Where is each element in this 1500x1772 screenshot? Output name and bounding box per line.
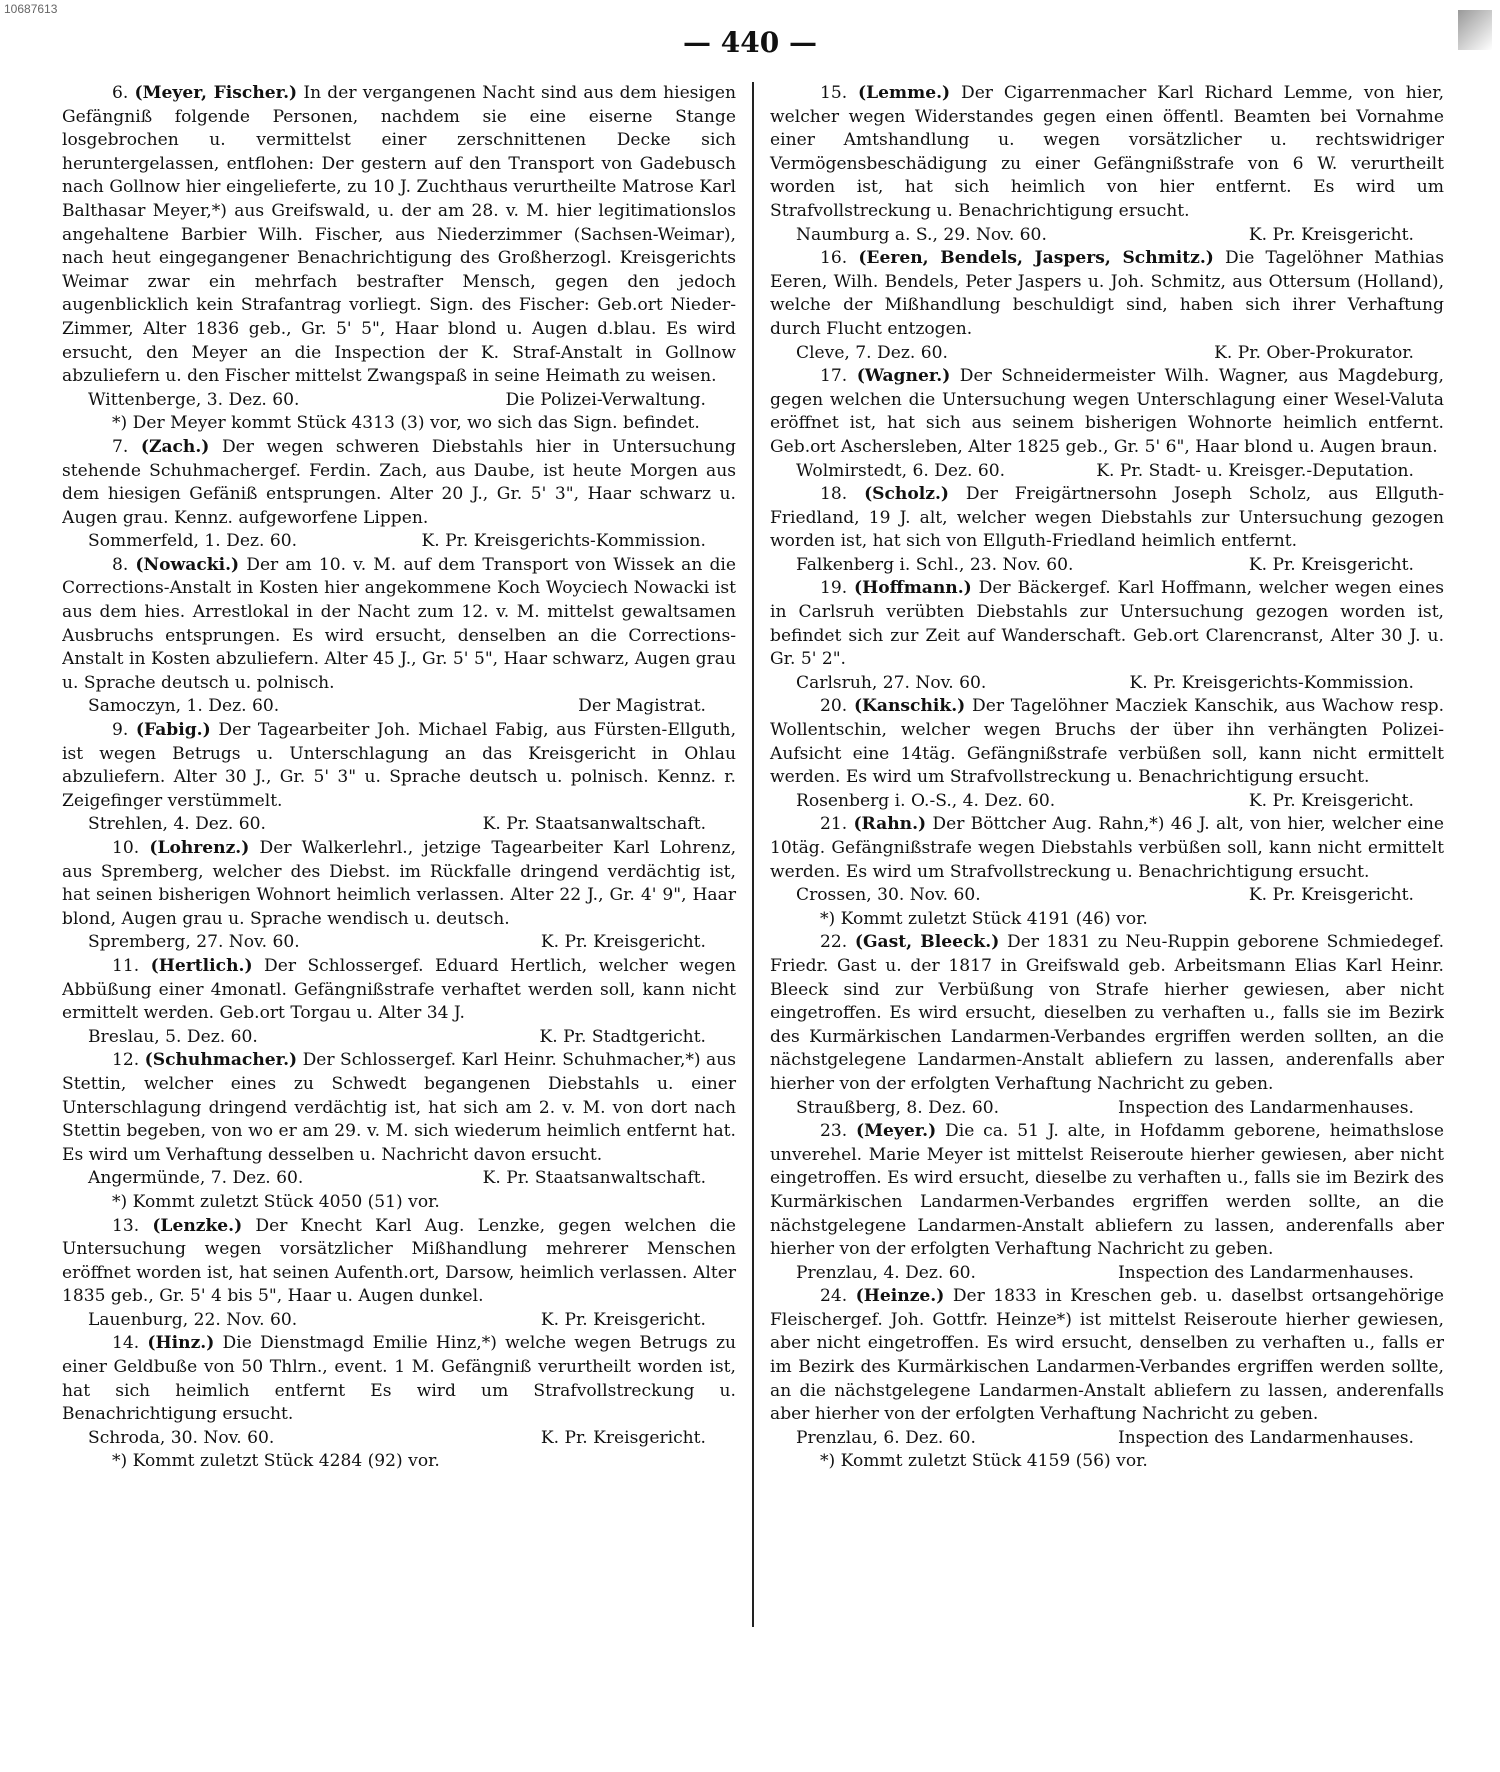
notice-signature xyxy=(62,530,736,554)
notice-body xyxy=(62,955,736,1026)
notice-signature xyxy=(770,884,1444,908)
notice-body xyxy=(770,1285,1444,1427)
notice-text: Der Walkerlehrl., jetzige Tagearbeiter Karl Lohrenz, aus Spremberg, welcher des Diebst. im Rückfalle dringend verdächtig ist, hat seinen bisherigen Wohnort heimlich verlassen. Alter 22 J., Gr. 4' 9", Haar blond, Augen grau u. Sprache wendisch u. deutsch. xyxy=(62,838,736,929)
notice-name: (Lemme.) xyxy=(858,83,951,103)
notice-entry xyxy=(770,1120,1444,1285)
notice-signature xyxy=(770,790,1444,814)
signature-place-date: Carlsruh, 27. Nov. 60. xyxy=(796,672,987,693)
notice-text: Der Schlossergef. Eduard Hertlich, welcher wegen Abbüßung einer 4monatl. Gefängnißstrafe verhaftet werden soll, kann nicht ermittelt werden. Geb.ort Torgau u. Alter 34 J. xyxy=(62,955,737,1024)
notice-name: (Hertlich.) xyxy=(150,955,253,976)
notice-number: 13. xyxy=(112,1215,140,1236)
notice-body xyxy=(62,837,736,931)
notice-number: 17. xyxy=(820,366,848,387)
signature-place-date: Schroda, 30. Nov. 60. xyxy=(88,1427,275,1448)
footnote: *) Kommt zuletzt Stück 4050 (51) vor. xyxy=(112,1191,440,1212)
notice-text: Der Freigärtnersohn Joseph Scholz, aus Ellguth-Friedland, 19 J. alt, welcher wegen Diebstahls zur Untersuchung gezogen worden ist, hat sich von Ellguth-Friedland heimlich entfernt. xyxy=(770,484,1444,552)
notice-body xyxy=(770,365,1444,459)
signature-place-date: Wittenberge, 3. Dez. 60. xyxy=(88,389,300,410)
notice-signature xyxy=(770,1427,1444,1451)
notice-text: Der 1831 zu Neu-Ruppin geborene Schmiedegef. Friedr. Gast u. der 1817 in Greifswald geb. Arbeitsmann Elias Karl Heinr. Bleeck sind zur Verbüßung von Strafe hierher gewiesen, aber nicht eingetroffen. Es wird ersucht, dieselben zu verhaften u., falls sie im Bezirk des Kurmärkischen Landarmen-Verbandes ergriffen werden sollten, an die nächstgelegene Landarmen-Anstalt abliefern zu lassen, anderenfalls aber hierher von der erfolgten Verhaftung Nachricht zu geben. xyxy=(770,932,1444,1094)
notice-signature xyxy=(770,554,1444,578)
notice-signature xyxy=(62,931,736,955)
notice-signature xyxy=(62,695,736,719)
notice-number: 10. xyxy=(112,838,140,858)
notice-name: (Lohrenz.) xyxy=(149,838,250,858)
notice-text: Der Schlossergef. Karl Heinr. Schuhmacher,*) aus Stettin, welcher eines zu Schwedt begangenen Diebstahls u. einer Unterschlagung dringend verdächtig ist, hat sich am 2. v. M. von dort nach Stettin begeben, von wo er am 29. v. M. sich wiederum heimlich entfernt hat. Es wird um Verhaftung desselben u. Nachricht davon ersucht. xyxy=(62,1050,737,1165)
columns xyxy=(62,82,1448,1742)
notice-entry xyxy=(770,931,1444,1120)
page-corner-mark xyxy=(1458,10,1492,50)
notice-body xyxy=(62,82,736,389)
notice-number: 24. xyxy=(820,1286,848,1307)
notice-signature xyxy=(770,460,1444,484)
notice-body xyxy=(770,931,1444,1096)
signature-authority: K. Pr. Kreisgerichts-Kommission. xyxy=(421,531,706,552)
signature-place-date: Straußberg, 8. Dez. 60. xyxy=(796,1097,1000,1118)
signature-authority: K. Pr. Stadtgericht. xyxy=(539,1026,706,1047)
signature-authority: K. Pr. Kreisgericht. xyxy=(540,932,706,953)
notice-body xyxy=(770,577,1444,671)
notice-number: 16. xyxy=(820,248,848,269)
notice-name: (Nowacki.) xyxy=(135,554,240,575)
notice-text: Der Cigarrenmacher Karl Richard Lemme, von hier, welcher wegen Widerstandes gegen einen öffentl. Beamten bei Vornahme einer Amtshandlung u. wegen vorsätzlicher u. rechtswidriger Vermögensbeschädigung zu einer Gefängnißstrafe von 6 W. verurtheilt worden ist, hat sich heimlich von hier entfernt. Es wird um Strafvollstreckung u. Benachrichtigung ersucht. xyxy=(770,83,1444,221)
notice-number: 23. xyxy=(820,1121,848,1142)
signature-authority: K. Pr. Kreisgericht. xyxy=(1248,885,1414,906)
signature-place-date: Naumburg a. S., 29. Nov. 60. xyxy=(796,224,1047,245)
notice-entry xyxy=(770,365,1444,483)
signature-place-date: Cleve, 7. Dez. 60. xyxy=(796,342,948,363)
notice-entry xyxy=(62,82,736,436)
notice-number: 6. xyxy=(112,83,129,103)
signature-authority: Inspection des Landarmenhauses. xyxy=(1118,1097,1414,1118)
notice-number: 21. xyxy=(820,814,848,835)
notice-text: Der Knecht Karl Aug. Lenzke, gegen welchen die Untersuchung wegen vorsätzlicher Mißhandlung mehrerer Menschen eröffnet worden ist, hat seinen Aufenth.ort, Darsow, heimlich verlassen. Alter 1835 geb., Gr. 5' 4 bis 5", Haar u. Augen dunkel. xyxy=(62,1215,737,1307)
notice-name: (Wagner.) xyxy=(856,366,951,387)
notice-text: Die Dienstmagd Emilie Hinz,*) welche wegen Betrugs zu einer Geldbuße von 50 Thlrn., event. 1 M. Gefängniß verurtheilt worden ist, hat sich heimlich entfernt Es wird um Strafvollstreckung u. Benachrichtigung ersucht. xyxy=(62,1333,736,1425)
notice-name: (Zach.) xyxy=(140,436,210,457)
notice-name: (Meyer.) xyxy=(856,1121,937,1142)
notice-name: (Lenzke.) xyxy=(152,1215,243,1236)
notice-text: Der Bäckergef. Karl Hoffmann, welcher wegen eines in Carlsruh verübten Diebstahls zur Untersuchung gezogen worden ist, befindet sich zur Zeit auf Wanderschaft. Geb.ort Clarencranst, Alter 30 J. u. Gr. 5' 2". xyxy=(770,578,1444,670)
signature-authority: Die Polizei-Verwaltung. xyxy=(505,389,706,410)
notice-number: 20. xyxy=(820,696,848,717)
notice-entry xyxy=(62,1215,736,1333)
signature-place-date: Crossen, 30. Nov. 60. xyxy=(796,885,981,906)
left-column xyxy=(62,82,752,1742)
page-number: — 440 — xyxy=(683,26,817,59)
signature-authority: Der Magistrat. xyxy=(578,696,706,717)
signature-place-date: Falkenberg i. Schl., 23. Nov. 60. xyxy=(796,554,1074,575)
signature-authority: Inspection des Landarmenhauses. xyxy=(1118,1427,1414,1448)
notice-name: (Scholz.) xyxy=(864,484,950,505)
notice-text: Der Tagearbeiter Joh. Michael Fabig, aus Fürsten-Ellguth, ist wegen Betrugs u. Unterschlagung an das Kreisgericht in Ohlau abzuliefern. Alter 30 J., Gr. 5' 3" u. Sprache deutsch u. polnisch. Kennz. r. Zeigefinger verstümmelt. xyxy=(62,720,736,811)
notice-body xyxy=(770,247,1444,341)
notice-name: (Kanschik.) xyxy=(853,696,966,717)
notice-signature xyxy=(770,224,1444,248)
signature-authority: K. Pr. Kreisgerichts-Kommission. xyxy=(1129,672,1414,693)
notice-entry xyxy=(770,577,1444,695)
notice-text: Der 1833 in Kreschen geb. u. daselbst ortsangehörige Fleischergef. Joh. Gottfr. Heinze*) ist mittelst Reiseroute hierher gewiesen, aber nicht eingetroffen. Es wird ersucht, denselben zu verhaften u., falls er im Bezirk des Kurmärkischen Landarmen-Verbandes ergriffen werden sollte, an die nächstgelegene Landarmen-Anstalt abliefern zu lassen, anderenfalls aber hierher von der erfolgten Verhaftung Nachricht zu geben. xyxy=(770,1286,1444,1425)
notice-signature xyxy=(770,1262,1444,1286)
signature-place-date: Breslau, 5. Dez. 60. xyxy=(88,1026,258,1047)
notice-body xyxy=(62,719,736,813)
notice-body xyxy=(62,1215,736,1309)
notice-signature xyxy=(770,1097,1444,1121)
notice-body xyxy=(62,1332,736,1426)
notice-signature xyxy=(62,389,736,413)
notice-number: 11. xyxy=(112,955,140,976)
signature-place-date: Strehlen, 4. Dez. 60. xyxy=(88,814,266,835)
notice-body xyxy=(770,82,1444,224)
notice-text: In der vergangenen Nacht sind aus dem hiesigen Gefängniß folgende Personen, nachdem sie eine eiserne Stange losgebrochen u. vermittelst einer zerschnittenen Decke sich heruntergelassen, entflohen: Der gestern auf den Transport von Gadebusch nach Gollnow hier eingelieferte, zu 10 J. Zuchthaus verurtheilte Matrose Karl Balthasar Meyer,*) aus Greifswald, u. der am 28. v. M. hier legitimationslos angehaltene Barbier Wilh. Fischer, aus Niederzimmer (Sachsen-Weimar), nach heut eingegangener Benachrichtigung des Großherzogl. Kreisgerichts Weimar zwar ein mehrfach bestrafter Mensch, gegen den jedoch augenblicklich kein Strafantrag vorliegt. Sign. des Fischer: Geb.ort Nieder-Zimmer, Alter 1836 geb., Gr. 5' 5", Haar blond u. Augen d.blau. Es wird ersucht, den Meyer an die Inspection der K. Straf-Anstalt in Gollnow abzuliefern u. den Fischer mittelst Zwangspaß in seine Heimath zu weisen. xyxy=(62,83,736,387)
notice-number: 7. xyxy=(112,436,129,457)
notice-entry xyxy=(770,1285,1444,1474)
notice-signature xyxy=(770,672,1444,696)
notice-text: Der am 10. v. M. auf dem Transport von Wissek an die Corrections-Anstalt in Kosten hier angekommene Koch Woyciech Nowacki ist aus dem hies. Arrestlokal in der Nacht zum 12. v. M. mittelst gewaltsamen Ausbruchs entsprungen. Es wird ersucht, denselben an die Corrections-Anstalt in Kosten abzuliefern. Alter 45 J., Gr. 5' 5", Haar schwarz, Augen grau u. Sprache deutsch u. polnisch. xyxy=(62,554,736,693)
notice-entry xyxy=(62,1332,736,1474)
signature-authority: K. Pr. Stadt- u. Kreisger.-Deputation. xyxy=(1096,460,1414,481)
notice-text: Der wegen schweren Diebstahls hier in Untersuchung stehende Schuhmachergef. Ferdin. Zach, aus Daube, ist heute Morgen aus dem hiesigen Gefäniß entsprungen. Alter 20 J., Gr. 5' 3", Haar schwarz u. Augen grau. Kennz. aufgeworfene Lippen. xyxy=(62,436,736,528)
notice-body xyxy=(62,436,736,530)
signature-authority: Inspection des Landarmenhauses. xyxy=(1118,1262,1414,1283)
notice-entry xyxy=(770,695,1444,813)
signature-place-date: Angermünde, 7. Dez. 60. xyxy=(88,1168,304,1189)
notice-number: 12. xyxy=(112,1050,140,1071)
notice-name: (Schuhmacher.) xyxy=(144,1050,298,1071)
footnote: *) Kommt zuletzt Stück 4284 (92) vor. xyxy=(112,1451,440,1472)
notice-entry xyxy=(62,719,736,837)
notice-name: (Heinze.) xyxy=(855,1286,945,1307)
notice-number: 14. xyxy=(112,1333,140,1354)
signature-authority: K. Pr. Kreisgericht. xyxy=(540,1427,706,1448)
notice-name: (Eeren, Bendels, Jaspers, Schmitz.) xyxy=(858,248,1214,269)
footnote: *) Der Meyer kommt Stück 4313 (3) vor, wo sich das Sign. befindet. xyxy=(112,413,700,434)
signature-place-date: Sommerfeld, 1. Dez. 60. xyxy=(88,531,298,552)
notice-body xyxy=(62,1049,736,1167)
signature-place-date: Wolmirstedt, 6. Dez. 60. xyxy=(796,460,1006,481)
notice-entry xyxy=(770,82,1444,247)
page-id: 10687613 xyxy=(4,2,58,16)
notice-entry xyxy=(770,813,1444,931)
notice-entry xyxy=(62,554,736,719)
notice-name: (Hoffmann.) xyxy=(854,578,972,599)
signature-authority: K. Pr. Kreisgericht. xyxy=(1248,224,1414,245)
notice-signature xyxy=(62,1309,736,1333)
notice-text: Der Böttcher Aug. Rahn,*) 46 J. alt, von hier, welcher eine 10täg. Gefängnißstrafe wegen Diebstahls verbüßen soll, kann nicht ermittelt werden. Es wird um Strafvollstreckung u. Benachrichtigung ersucht. xyxy=(770,814,1444,882)
notice-number: 19. xyxy=(820,578,848,599)
signature-place-date: Lauenburg, 22. Nov. 60. xyxy=(88,1309,298,1330)
notice-entry xyxy=(62,955,736,1049)
notice-signature xyxy=(62,1026,736,1050)
notice-signature xyxy=(770,342,1444,366)
signature-authority: K. Pr. Kreisgericht. xyxy=(1248,554,1414,575)
signature-place-date: Prenzlau, 4. Dez. 60. xyxy=(796,1262,976,1283)
signature-authority: K. Pr. Staatsanwaltschaft. xyxy=(482,1168,706,1189)
notice-body xyxy=(770,1120,1444,1262)
notice-body xyxy=(770,695,1444,789)
notice-name: (Gast, Bleeck.) xyxy=(854,932,1000,953)
notice-number: 15. xyxy=(820,83,848,103)
notice-signature xyxy=(62,813,736,837)
notice-text: Die ca. 51 J. alte, in Hofdamm geborene, heimathslose unverehel. Marie Meyer ist mittelst Reiseroute hierher gewiesen, aber nicht eingetroffen. Es wird ersucht, dieselbe zu verhaften u., falls sie im Bezirk des Kurmärkischen Landarmen-Verbandes ergriffen werden sollte, an die nächstgelegene Landarmen-Anstalt abliefern zu lassen, anderenfalls aber hierher von der erfolgten Verhaftung Nachricht zu geben. xyxy=(770,1121,1444,1260)
signature-place-date: Prenzlau, 6. Dez. 60. xyxy=(796,1427,976,1448)
notice-entry xyxy=(62,837,736,955)
signature-place-date: Samoczyn, 1. Dez. 60. xyxy=(88,696,280,717)
footnote: *) Kommt zuletzt Stück 4159 (56) vor. xyxy=(820,1451,1148,1472)
signature-place-date: Spremberg, 27. Nov. 60. xyxy=(88,932,300,953)
notice-text: Der Schneidermeister Wilh. Wagner, aus Magdeburg, gegen welchen die Untersuchung wegen Unterschlagung einer Wesel-Valuta eröffnet ist, hat sich aus seinem bisherigen Wohnorte heimlich entfernt. Geb.ort Aschersleben, Alter 1825 geb., Gr. 5' 6", Haar blond u. Augen braun. xyxy=(770,366,1444,457)
notice-body xyxy=(770,483,1444,554)
notice-text: Der Tagelöhner Macziek Kanschik, aus Wachow resp. Wollentschin, welcher wegen Bruchs der über ihn verhängten Polizei-Aufsicht eine 14täg. Gefängnißstrafe verbüßen soll, kann nicht ermittelt werden. Es wird um Strafvollstreckung u. Benachrichtigung ersucht. xyxy=(770,696,1444,788)
notice-signature xyxy=(62,1167,736,1191)
notice-name: (Rahn.) xyxy=(853,814,927,835)
signature-authority: K. Pr. Ober-Prokurator. xyxy=(1214,342,1414,363)
notice-name: (Hinz.) xyxy=(147,1333,215,1354)
signature-authority: K. Pr. Kreisgericht. xyxy=(1248,790,1414,811)
right-column xyxy=(754,82,1444,1742)
signature-place-date: Rosenberg i. O.-S., 4. Dez. 60. xyxy=(796,790,1056,811)
notice-text: Die Tagelöhner Mathias Eeren, Wilh. Bendels, Peter Jaspers u. Joh. Schmitz, aus Ottersum (Holland), welche der Mißhandlung beschuldigt sind, haben sich ihrer Verhaftung durch Flucht entzogen. xyxy=(770,248,1444,339)
footnote: *) Kommt zuletzt Stück 4191 (46) vor. xyxy=(820,908,1148,929)
notice-number: 8. xyxy=(112,554,129,575)
notice-number: 9. xyxy=(112,720,129,741)
notice-name: (Fabig.) xyxy=(135,720,211,741)
notice-entry xyxy=(770,247,1444,365)
notice-signature xyxy=(62,1427,736,1451)
signature-authority: K. Pr. Staatsanwaltschaft. xyxy=(482,814,706,835)
notice-number: 18. xyxy=(820,484,848,505)
notice-number: 22. xyxy=(820,932,848,953)
notice-entry xyxy=(62,1049,736,1214)
notice-name: (Meyer, Fischer.) xyxy=(134,83,298,103)
signature-authority: K. Pr. Kreisgericht. xyxy=(540,1309,706,1330)
notice-body xyxy=(62,554,736,696)
notice-body xyxy=(770,813,1444,884)
notice-entry xyxy=(770,483,1444,577)
notice-entry xyxy=(62,436,736,554)
